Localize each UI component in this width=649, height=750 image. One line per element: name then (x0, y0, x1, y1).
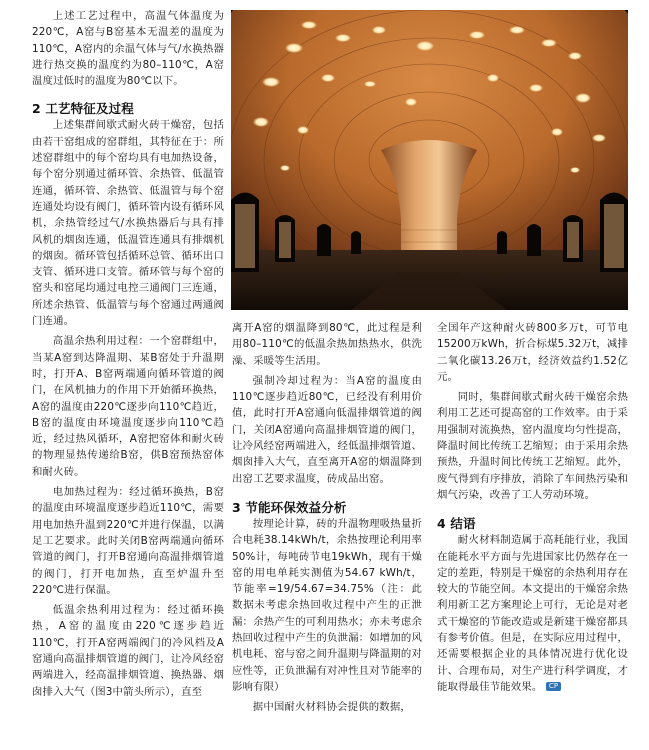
high-temp-heat-paragraph: 高温余热利用过程：一个窑群组中，当某A窑到达降温期、某B窑处于升温期时，打开A、B窑两端通向循环管道的阀门，在风机抽力的作用下开始循环换热，A窑的温度由220℃逐步向110℃趋近，B窑的温度由环境温度逐步向110℃趋近，经过热风循环，A窑把窑体和耐火砖的物理显热传递给B窑，供B窑预热窑体和耐火砖。 (32, 335, 224, 478)
conclusion-text: 耐火材料制造属于高耗能行业，我国在能耗水平方面与先进国家比仍然存在一定的差距，特别是干燥窑的余热利用存在较大的节能空间。本文提出的干燥窑余热利用新工艺方案理论上可行，无论是对老式干燥窑的节能改造或是新建干燥窑都具有参考价值。但是，在实际应用过程中，还需要根据企业的具体情况进行优化设计、合理布局，对生产进行科学调度，才能取得最佳节能效果。 (437, 534, 628, 693)
intro-paragraph: 上述工艺过程中，高温气体温度为220℃，A窑与B窑基本无温差的温度为110℃，A窑内的余温气体与气/水换热器进行热交换的温度约为80–110℃，A窑温度过低时的温度为80℃以下。 (32, 10, 224, 88)
left-column (32, 8, 224, 700)
section-2-heading: 2 工艺特征及过程 (32, 101, 134, 117)
section-4-heading: 4 结语 (437, 516, 476, 532)
kiln-illustration (231, 10, 628, 310)
continued-paragraph: 全国年产这种耐火砖800多万t，可节电15200万kWh，折合标煤5.32万t，减排二氧化碳13.26万t，经济效益约1.52亿元。 (437, 322, 628, 383)
forced-cooling-paragraph: 强制冷却过程为：当A窑的温度由110℃逐步趋近80℃，已经没有利用价值，此时打开A窑通向低温排烟管道的阀门，关闭A窑通向高温排烟管道的阀门，让冷风经窑两端进入，经低温排烟管道、烟囱排入大气，直至离开A窑的烟温降到出窑工艺要求温度，砖成品出窑。 (232, 374, 422, 485)
continued-paragraph: 离开A窑的烟温降到80℃，此过程是利用80–110℃的低温余热加热热水，供洗澡、采暖等生活用。 (232, 322, 422, 367)
end-tag-badge: CP (546, 682, 561, 691)
middle-column (232, 320, 422, 716)
conclusion-paragraph (437, 532, 628, 695)
low-temp-heat-paragraph: 低温余热利用过程为：经过循环换热，A窑的温度由220℃逐步趋近110℃，打开A窑两端阀门的冷风档及A窑通向高温排烟管道的阀门，让冷风经窑两端进入，经高温排烟管道、换热器、烟囱排入大气（图3中箭头所示），直至 (32, 604, 224, 698)
kiln-interior-photo (231, 10, 628, 310)
section-3-paragraph: 按理论计算，砖的升温物理吸热量折合电耗38.14kWh/t，余热按理论利用率50%计，每吨砖节电19kWh，现有干燥窑的用电单耗实测值为54.67 kWh/t，节能率=19/54.67=34.75%（注：此数据未考虑余热回收过程中产生的正泄漏：余热产生的可利用热水；亦未考虑余热回收过程中产生的负泄漏：如增加的风机电耗、窑与窑之间升温期与降温期的对应性等，正负泄漏有对冲性且对节能率的影响有限） (232, 517, 422, 693)
right-column (437, 320, 628, 695)
section-2-paragraph: 上述集群间歇式耐火砖干燥窑，包括由若干窑组成的窑群组，其特征在于：所述窑群组中的每个窑均具有电加热设备，每个窑分别通过循环管、余热管、低温管连通，循环管、余热管、低温管与每个窑连通处均设有阀门，循环管内设有循环风机，余热管经过气/水换热器后与具有排风机的烟囱连通，低温管连通具有排烟机的烟囱。循环管包括循环总管、循环出口支管、循环进口支管。循环管与每个窑的窑头和窑尾均通过电控三通阀门三连通，所述余热管、低温管与每个窑通过两通阀门连通。 (32, 119, 224, 328)
section-3-heading: 3 节能环保效益分析 (232, 499, 347, 515)
efficiency-paragraph: 同时，集群间歇式耐火砖干燥窑余热利用工艺还可提高窑的工作效率。由于采用强制对流换热，窑内温度均匀性提高，降温时间比传统工艺缩短；由于采用余热预热，升温时间比传统工艺缩短。此外，废气得到有序排放，消除了车间热污染和烟气污染，改善了工人劳动环境。 (437, 391, 628, 501)
association-data-paragraph: 据中国耐火材料协会提供的数据， (252, 701, 411, 714)
electric-heating-paragraph: 电加热过程为：经过循环换热，B窑的温度由环境温度逐步趋近110℃，需要用电加热升温到220℃并进行保温，以满足工艺要求。此时关闭B窑两端通向循环管道的阀门，打开B窑通向高温排烟管道的阀门，打开电加热，直至炉温升至220℃进行保温。 (32, 486, 224, 596)
